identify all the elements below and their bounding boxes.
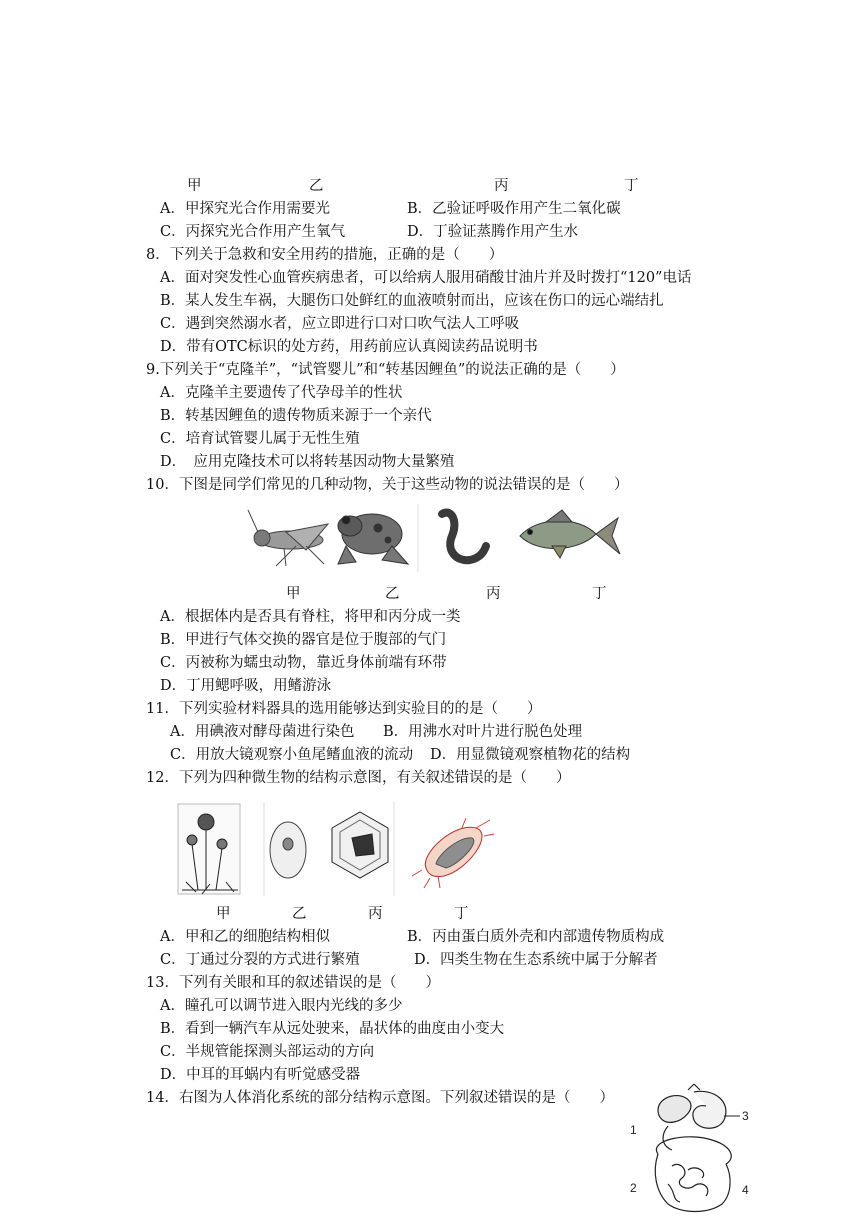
q8-stem: 8．下列关于急救和安全用药的措施，正确的是（ ）	[146, 247, 504, 263]
diagram-label-3: 3	[742, 1109, 749, 1123]
q13-option-a: A．瞳孔可以调节进入眼内光线的多少	[160, 998, 403, 1014]
q11-stem: 11．下列实验材料器具的选用能够达到实验目的的是（ ）	[146, 701, 542, 717]
q12-stem: 12．下列为四种微生物的结构示意图，有关叙述错误的是（ ）	[146, 770, 571, 786]
figure-label-bing: 丙	[494, 178, 509, 194]
q10-label-bing: 丙	[486, 586, 501, 602]
q9-option-d: D． 应用克隆技术可以将转基因动物大量繁殖	[160, 454, 455, 470]
fish-image	[520, 510, 620, 558]
q10-option-b: B．甲进行气体交换的器官是位于腹部的气门	[160, 632, 447, 648]
q12-label-yi: 乙	[292, 906, 307, 922]
animals-figure	[246, 502, 626, 574]
figure-label-ding: 丁	[624, 178, 639, 194]
q9-option-c: C．培育试管婴儿属于无性生殖	[160, 431, 360, 447]
q11-option-b: B．用沸水对叶片进行脱色处理	[383, 724, 583, 740]
q11-option-c: C．用放大镜观察小鱼尾鳍血液的流动	[170, 747, 414, 763]
q13-option-b: B．看到一辆汽车从远处驶来，晶状体的曲度由小变大	[160, 1021, 505, 1037]
q14-stem: 14．右图为人体消化系统的部分结构示意图。下列叙述错误的是（ ）	[146, 1090, 614, 1106]
q9-stem: 9.下列关于“克隆羊”，“试管婴儿”和“转基因鲤鱼”的说法正确的是（ ）	[146, 362, 625, 378]
q9-option-a: A．克隆羊主要遗传了代孕母羊的性状	[160, 385, 403, 401]
q13-option-c: C．半规管能探测头部运动的方向	[160, 1044, 375, 1060]
q8-option-b: B．某人发生车祸，大腿伤口处鲜红的血液喷射而出，应该在伤口的远心端结扎	[160, 293, 664, 309]
q10-label-yi: 乙	[385, 586, 400, 602]
bacterium-image	[412, 818, 494, 888]
digestive-system-figure	[628, 1080, 758, 1220]
q7-option-c: C．丙探究光合作用产生氧气	[160, 224, 346, 240]
q11-option-a: A．用碘液对酵母菌进行染色	[170, 724, 355, 740]
q10-stem: 10．下图是同学们常见的几种动物，关于这些动物的说法错误的是（ ）	[146, 477, 629, 493]
frog-image	[338, 514, 408, 564]
q12-label-ding: 丁	[454, 906, 469, 922]
q9-option-b: B．转基因鲤鱼的遗传物质来源于一个亲代	[160, 408, 432, 424]
diagram-label-1: 1	[630, 1123, 637, 1137]
grasshopper-image	[248, 510, 328, 566]
q8-option-d: D．带有OTC标识的处方药，用药前应认真阅读药品说明书	[160, 339, 538, 355]
q7-option-a: A．甲探究光合作用需要光	[160, 201, 330, 217]
q13-option-d: D．中耳的耳蜗内有听觉感受器	[160, 1067, 361, 1083]
q11-option-d: D．用显微镜观察植物花的结构	[430, 747, 631, 763]
q10-option-c: C．丙被称为蠕虫动物，靠近身体前端有环带	[160, 655, 447, 671]
q7-option-b: B．乙验证呼吸作用产生二氧化碳	[407, 201, 621, 217]
earthworm-image	[442, 513, 486, 561]
q12-option-b: B．丙由蛋白质外壳和内部遗传物质构成	[407, 929, 665, 945]
mold-image	[178, 804, 240, 894]
yeast-image	[264, 802, 306, 896]
q12-label-jia: 甲	[216, 906, 231, 922]
q10-label-jia: 甲	[286, 586, 301, 602]
q10-label-ding: 丁	[592, 586, 607, 602]
virus-image	[332, 802, 394, 896]
microbes-figure	[176, 798, 496, 898]
figure-label-jia: 甲	[187, 178, 202, 194]
q12-label-bing: 丙	[368, 906, 383, 922]
diagram-label-2: 2	[630, 1181, 637, 1195]
q13-stem: 13．下列有关眼和耳的叙述错误的是（ ）	[146, 975, 440, 991]
q8-option-a: A．面对突发性心血管疾病患者，可以给病人服用硝酸甘油片并及时拨打“120”电话	[160, 270, 692, 286]
q7-option-d: D．丁验证蒸腾作用产生水	[407, 224, 579, 240]
q12-option-c: C．丁通过分裂的方式进行繁殖	[160, 952, 360, 968]
q10-option-a: A．根据体内是否具有脊柱，将甲和丙分成一类	[160, 609, 461, 625]
q12-option-a: A．甲和乙的细胞结构相似	[160, 929, 330, 945]
q8-option-c: C．遇到突然溺水者，应立即进行口对口吹气法人工呼吸	[160, 316, 520, 332]
q12-option-d: D．四类生物在生态系统中属于分解者	[414, 952, 658, 968]
figure-label-yi: 乙	[309, 178, 324, 194]
diagram-label-4: 4	[742, 1183, 749, 1197]
q10-option-d: D．丁用鳃呼吸，用鳍游泳	[160, 678, 332, 694]
